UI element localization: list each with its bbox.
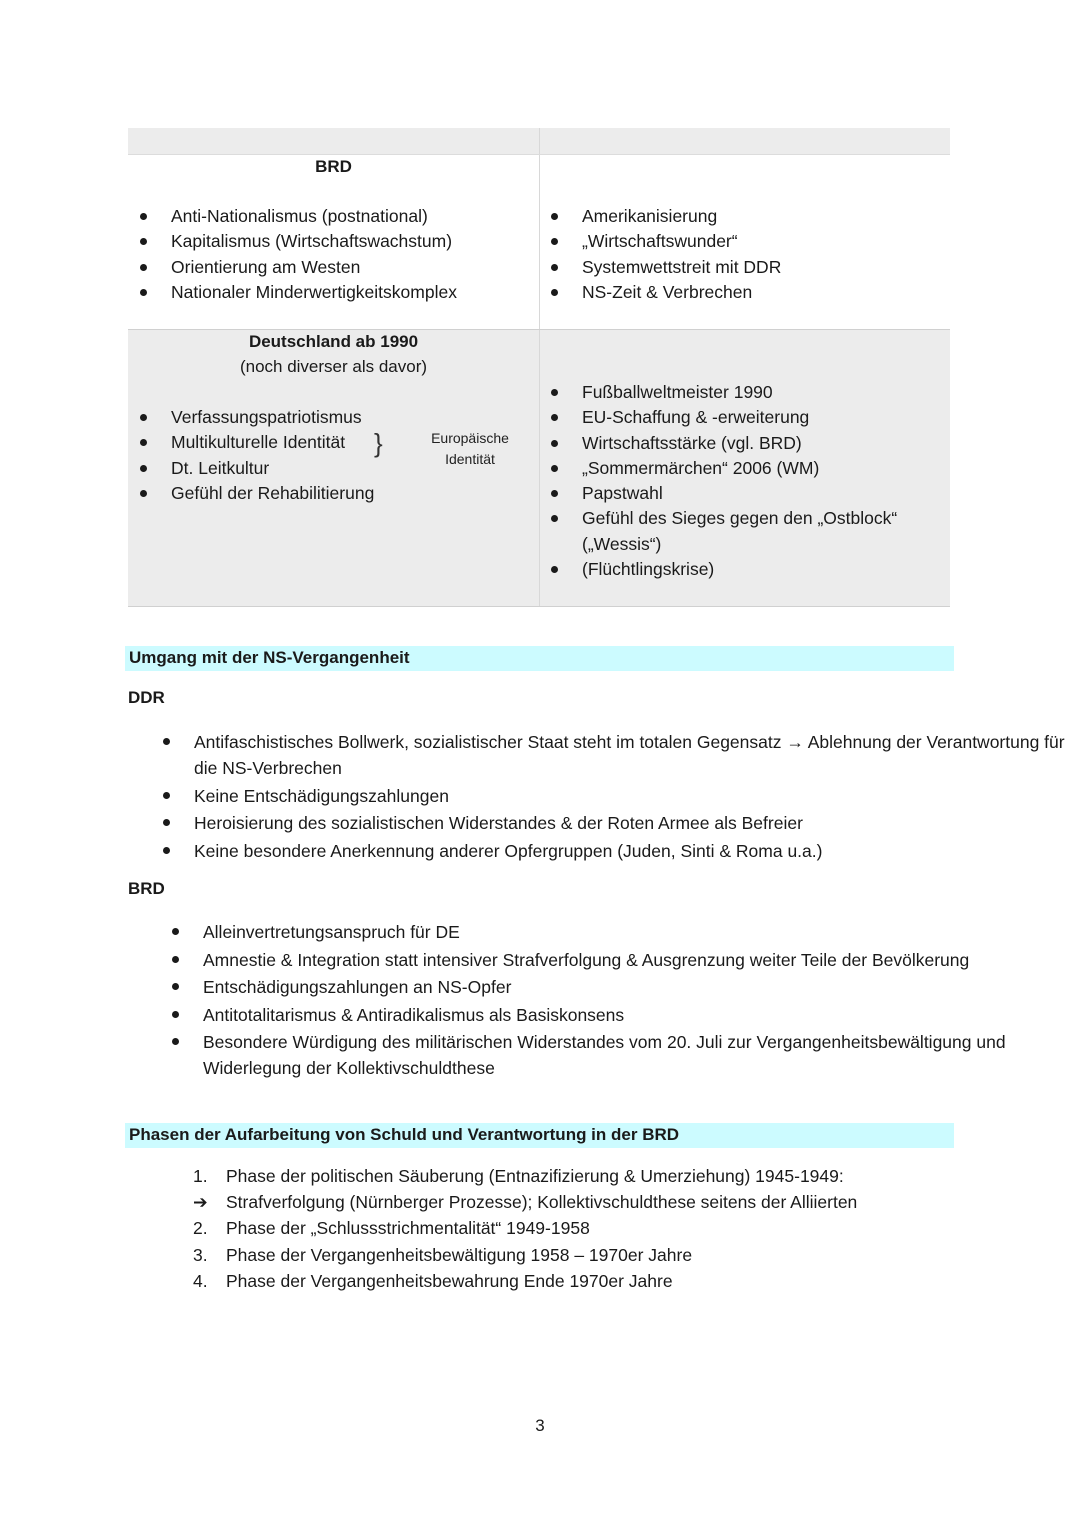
ddr-list — [128, 729, 1080, 865]
list-item: Amerikanisierung — [539, 204, 781, 229]
list-item-line: Antifaschistisches Bollwerk, sozialistischer Staat steht im totalen Gegensatz → Ablehnung — [194, 732, 892, 752]
list-item: Anti-Nationalismus (postnational) — [128, 204, 457, 229]
phase-text: Phase der „Schlussstrichmentalität“ 1949-1958 — [226, 1218, 590, 1239]
list-item: Fußballweltmeister 1990 — [539, 380, 897, 405]
phase-text: Phase der politischen Säuberung (Entnazifizierung & Umerziehung) 1945-1949: — [226, 1166, 844, 1186]
list-item: Papstwahl — [539, 481, 897, 506]
section-heading-bar — [125, 1123, 954, 1148]
list-item: Wirtschaftsstärke (vgl. BRD) — [539, 431, 897, 456]
list-item-line: Amnestie & Integration statt intensiver Strafverfolgung & Ausgrenzung weiter Teile der — [203, 949, 868, 970]
phase-text: Phase der Vergangenheitsbewahrung Ende 1970er Jahre — [226, 1270, 673, 1291]
note-line: Identität — [445, 451, 495, 467]
phase-item — [193, 1268, 857, 1294]
section-heading-bar — [125, 646, 954, 671]
de1990-left-list — [128, 405, 374, 506]
list-item: Verfassungspatriotismus — [128, 405, 374, 430]
identity-table — [128, 128, 950, 607]
list-item — [128, 1029, 1080, 1081]
list-item: Heroisierung des sozialistischen Widerstandes & der Roten Armee als Befreier — [128, 810, 1080, 836]
list-item-line: Bevölkerung — [871, 949, 970, 970]
list-item: Entschädigungszahlungen an NS-Opfer — [128, 974, 1080, 1000]
list-item: Systemwettstreit mit DDR — [539, 255, 781, 280]
list-item: Keine besondere Anerkennung anderer Opfergruppen (Juden, Sinti & Roma u.a.) — [128, 838, 1080, 864]
list-item-line: („Wessis“) — [582, 533, 662, 554]
section-heading: Umgang mit der NS-Vergangenheit — [129, 648, 410, 667]
de1990-cell-subtitle: (noch diverser als davor) — [239, 357, 428, 376]
brd-subheading: BRD — [128, 879, 165, 898]
ddr-subheading: DDR — [128, 688, 165, 707]
brd-list — [128, 919, 1080, 1083]
table-header-strip — [128, 128, 950, 155]
european-identity-note — [420, 428, 520, 470]
list-item — [128, 729, 1080, 781]
list-item: „Wirtschaftswunder“ — [539, 229, 781, 254]
brd-right-list — [539, 204, 781, 305]
phase-text: Phase der Vergangenheitsbewältigung 1958 – 1970er Jahre — [226, 1244, 693, 1265]
phase-item — [193, 1215, 857, 1241]
list-item — [128, 947, 1080, 973]
phase-number: 3. — [193, 1244, 208, 1265]
phase-text: Strafverfolgung (Nürnberger Prozesse); Kollektivschuldthese seitens der Alliierten — [226, 1192, 858, 1213]
list-item: NS-Zeit & Verbrechen — [539, 280, 781, 305]
list-item: Multikulturelle Identität — [128, 430, 374, 455]
phase-item — [193, 1242, 857, 1268]
list-item: Nationaler Minderwertigkeitskomplex — [128, 280, 457, 305]
list-item-line: Vergangenheitsbewältigung und Widerlegung der Kollektivschuldthese — [203, 1032, 1006, 1078]
arrow-icon: ➔ — [193, 1192, 208, 1213]
brace-symbol: } — [374, 428, 383, 458]
phase-item — [193, 1163, 857, 1189]
list-item: Alleinvertretungsanspruch für DE — [128, 919, 1080, 945]
de1990-right-list — [539, 380, 897, 582]
list-item: Orientierung am Westen — [128, 255, 457, 280]
list-item: (Flüchtlingskrise) — [539, 557, 897, 582]
page-number: 3 — [535, 1416, 545, 1435]
table-row-brd — [128, 155, 950, 330]
list-item: „Sommermärchen“ 2006 (WM) — [539, 456, 897, 481]
phase-number: 1. — [193, 1166, 208, 1186]
note-line: Europäische — [431, 430, 509, 446]
list-item-line: Gefühl des Sieges gegen den „Ostblock“ — [582, 508, 898, 529]
section-heading: Phasen der Aufarbeitung von Schuld und Verantwortung in der BRD — [129, 1125, 680, 1144]
list-item: Kapitalismus (Wirtschaftswachstum) — [128, 229, 457, 254]
list-item — [539, 506, 897, 557]
phase-item — [193, 1189, 857, 1215]
phases-list — [193, 1163, 857, 1294]
phase-number: 4. — [193, 1270, 208, 1291]
list-item: Gefühl der Rehabilitierung — [128, 481, 374, 506]
brd-cell-title: BRD — [315, 157, 352, 176]
list-item-line: Besondere Würdigung des militärischen Widerstandes vom 20. Juli zur — [203, 1032, 752, 1052]
list-item: Dt. Leitkultur — [128, 456, 374, 481]
list-item: Antitotalitarismus & Antiradikalismus als Basiskonsens — [128, 1002, 1080, 1028]
list-item: Keine Entschädigungszahlungen — [128, 783, 1080, 809]
list-item: EU-Schaffung & -erweiterung — [539, 405, 897, 430]
brd-left-list — [128, 204, 457, 305]
list-item-line: der Verantwortung für die NS-Verbrechen — [194, 732, 1065, 778]
de1990-cell-title: Deutschland ab 1990 — [248, 332, 419, 351]
table-row-deutschland-1990 — [128, 330, 950, 607]
column-divider — [539, 128, 540, 154]
phase-number: 2. — [193, 1218, 208, 1239]
